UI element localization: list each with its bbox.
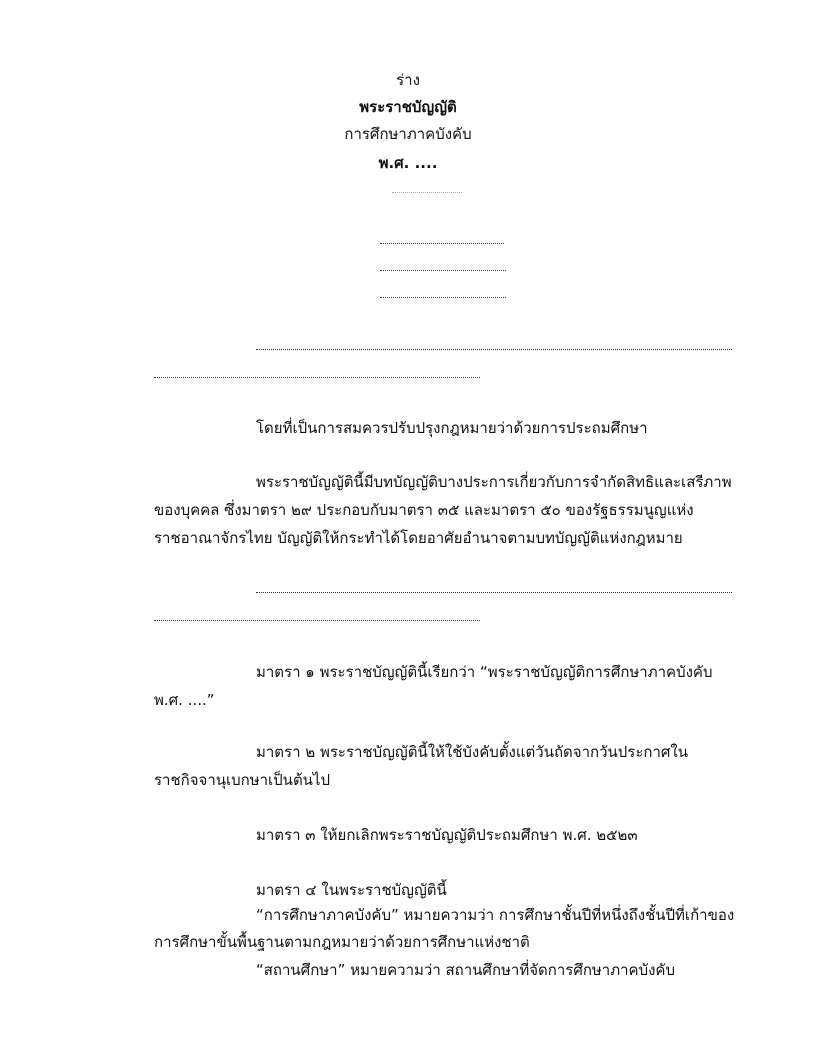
section-4-intro: มาตรา ๔ ในพระราชบัญญัตินี้ [256, 881, 447, 899]
definition-2-line-1: “สถานศึกษา” หมายความว่า สถานศึกษาที่จัดการศึกษาภาคบังคับ [256, 961, 675, 979]
section-2-line-1: มาตรา ๒ พระราชบัญญัตินี้ให้ใช้บังคับตั้งแต่วันถัดจากวันประกาศใน [256, 743, 688, 761]
act-year: พ.ศ. .... [378, 154, 438, 172]
definition-1-line-1: “การศึกษาภาคบังคับ” หมายความว่า การศึกษาชั้นปีที่หนึ่งถึงชั้นปีที่เก้าของ [256, 906, 735, 924]
draft-label: ร่าง [396, 71, 420, 89]
preamble-blank-line-1 [256, 349, 732, 350]
title-separator [392, 192, 462, 193]
section-3: มาตรา ๓ ให้ยกเลิกพระราชบัญญัติประถมศึกษา พ.ศ. ๒๕๒๓ [256, 826, 638, 844]
enacting-blank-line-1 [256, 592, 732, 593]
enacting-blank-line-2 [154, 620, 480, 621]
recital-text: โดยที่เป็นการสมควรปรับปรุงกฎหมายว่าด้วยการประถมศึกษา [256, 419, 648, 437]
section-1-line-2: พ.ศ. ....” [154, 691, 215, 709]
preamble-blank-line-2 [154, 377, 480, 378]
act-type-title: พระราชบัญญัติ [359, 98, 457, 116]
rights-note-line-2: ของบุคคล ซึ่งมาตรา ๒๙ ประกอบกับมาตรา ๓๕ และมาตรา ๕๐ ของรัฐธรรมนูญแห่ง [154, 501, 694, 519]
definition-1-line-2: การศึกษาขั้นพื้นฐานตามกฎหมายว่าด้วยการศึกษาแห่งชาติ [154, 933, 530, 951]
rights-note-line-1: พระราชบัญญัตินี้มีบทบัญญัติบางประการเกี่ยวกับการจำกัดสิทธิและเสรีภาพ [256, 473, 732, 491]
blank-line-3 [380, 297, 506, 298]
rights-note-line-3: ราชอาณาจักรไทย บัญญัติให้กระทำได้โดยอาศัยอำนาจตามบทบัญญัติแห่งกฎหมาย [154, 529, 683, 547]
section-2-line-2: ราชกิจจานุเบกษาเป็นต้นไป [154, 771, 331, 789]
blank-line-2 [380, 270, 506, 271]
act-name-title: การศึกษาภาคบังคับ [344, 125, 472, 143]
blank-line-1 [380, 243, 504, 244]
section-1-line-1: มาตรา ๑ พระราชบัญญัตินี้เรียกว่า “พระราชบัญญัติการศึกษาภาคบังคับ [256, 663, 713, 681]
